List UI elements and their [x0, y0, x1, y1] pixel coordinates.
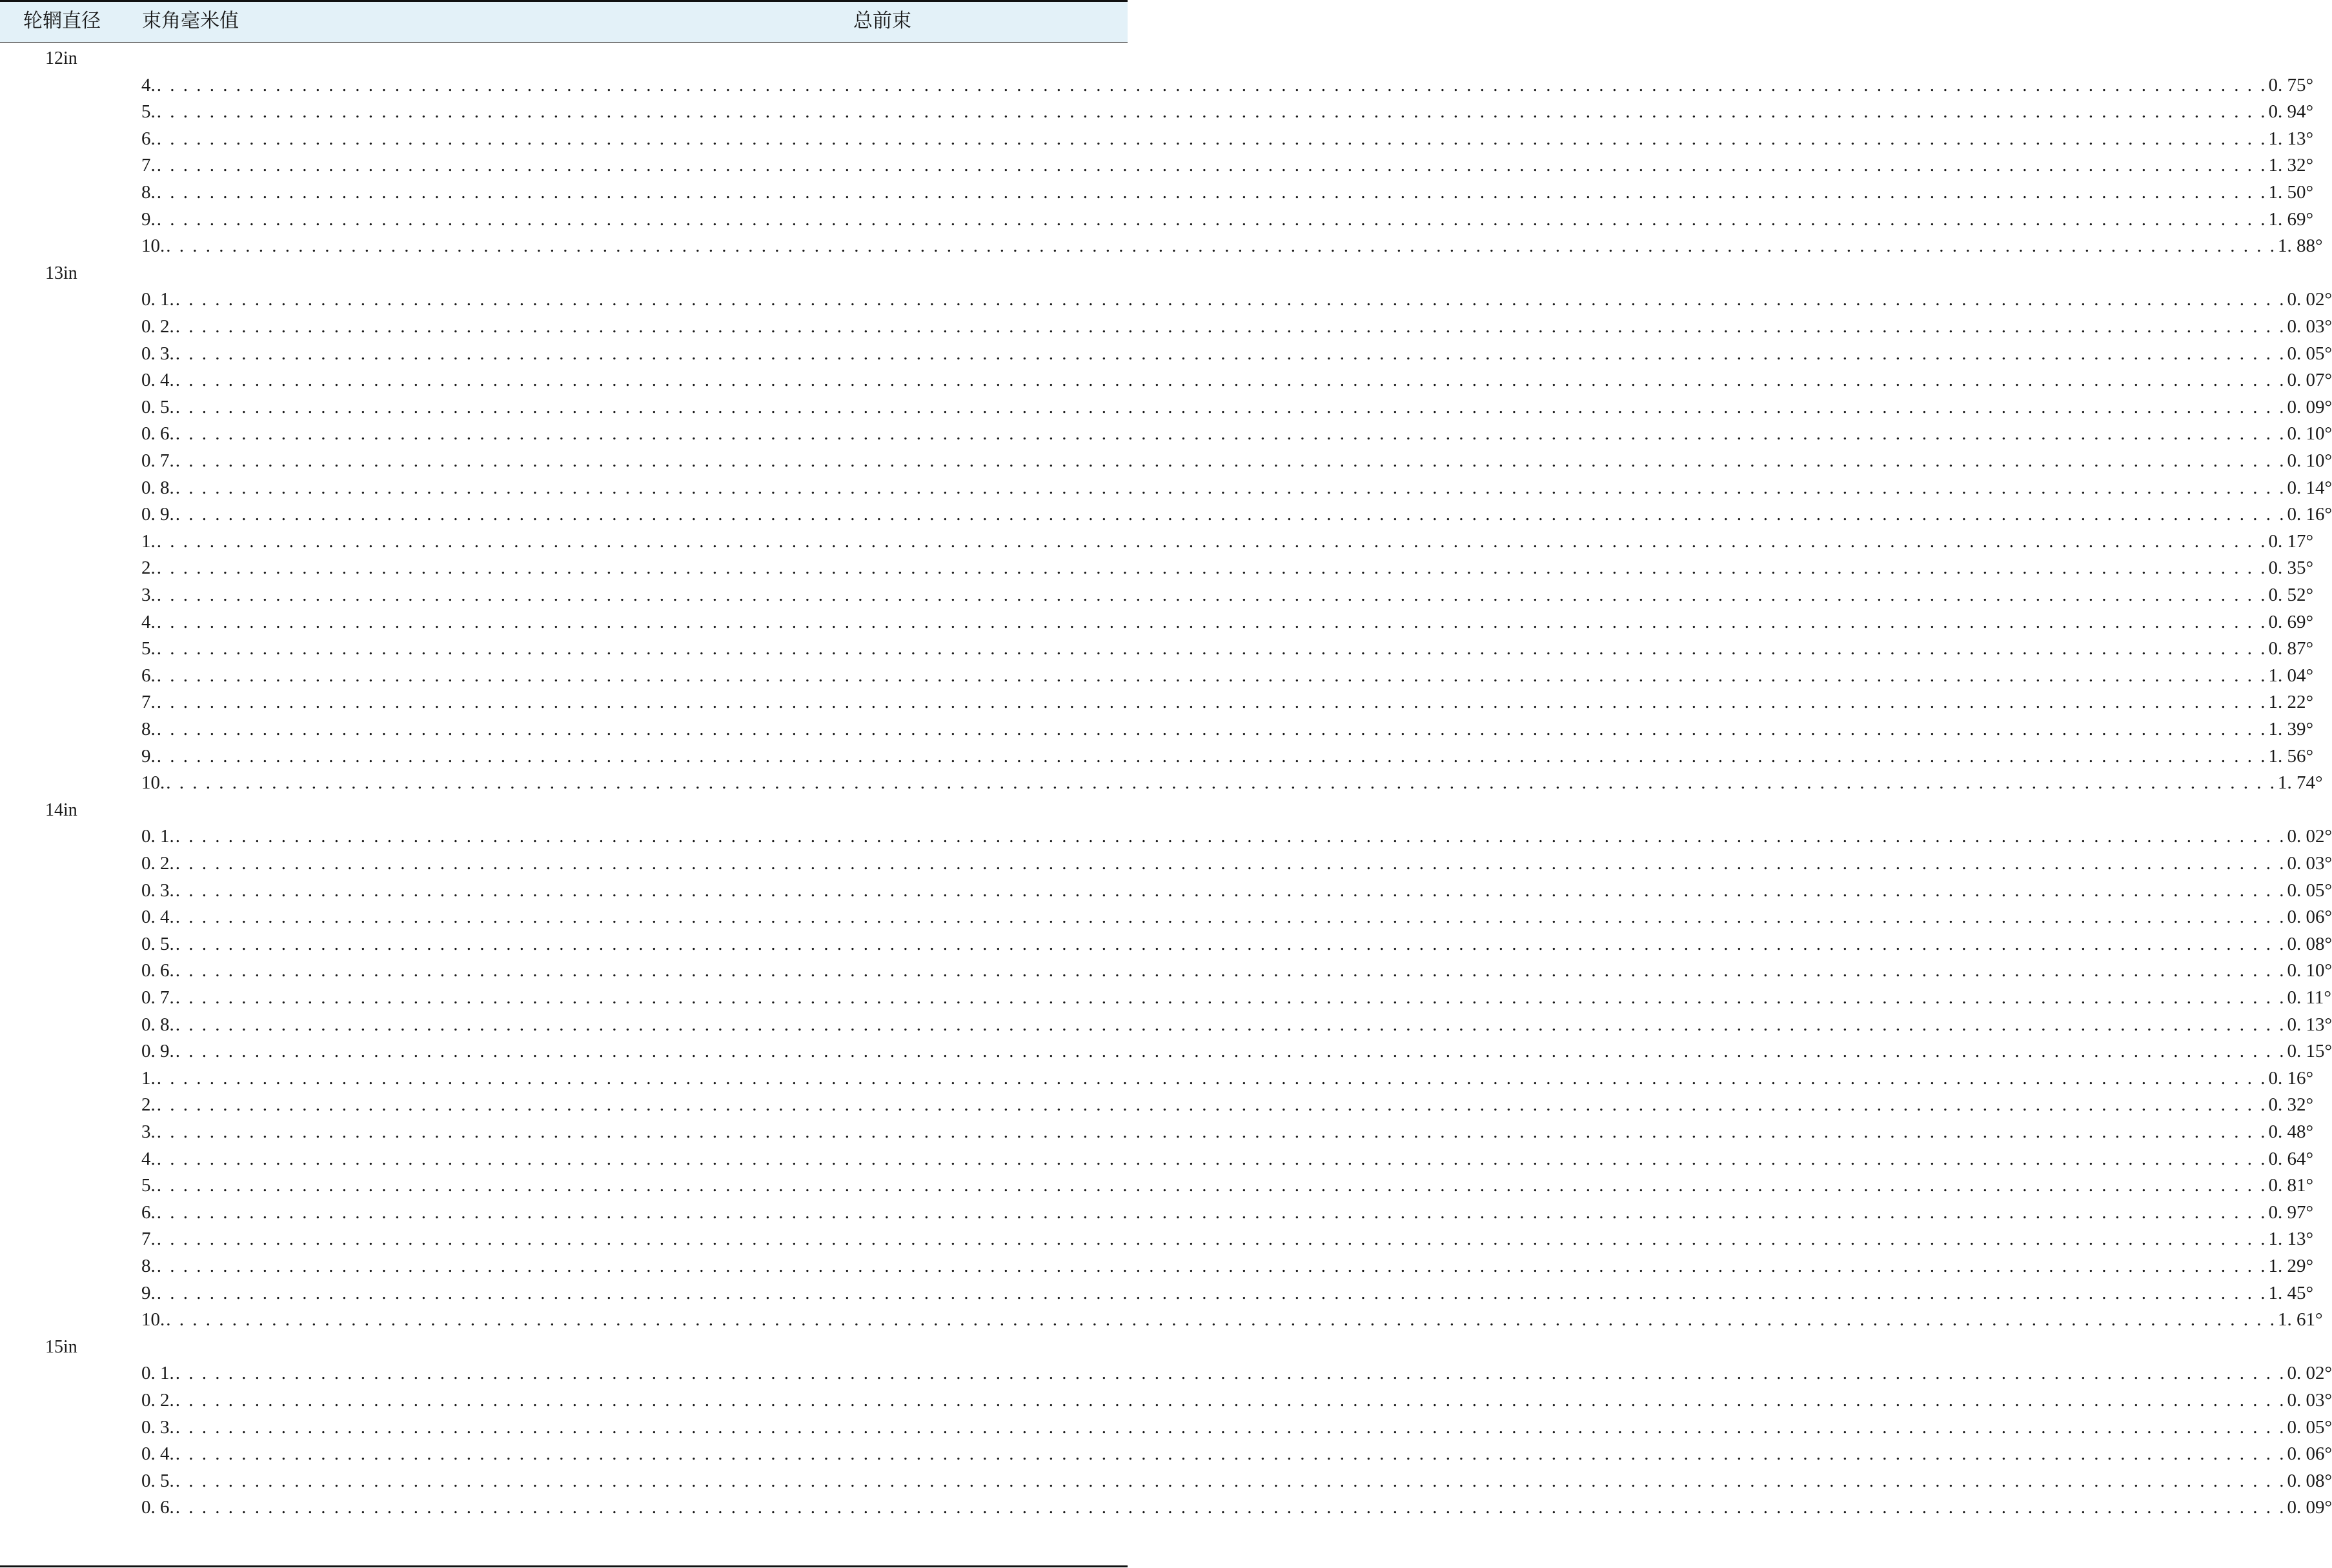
- dot-leader: . . . . . . . . . . . . . . . . . . . . . . . . . . . . . . . . . . . . . . . . . . . . . . . . . . . . . . . . . . . . . . . . . . . . . . . . . . . . . . . . . . . . . . . . . . . . . . . . . . . . . . . . . . . . . . . . . . . . . . . . . . . . . . . . . . . . . . . . . . . . . . . . . . . . . . . . . . . . . . . .: [156, 1175, 2267, 1196]
- toe-mm-value: 4.: [141, 1148, 156, 1169]
- total-toe-value: 1. 56°: [2268, 745, 2314, 767]
- total-toe-value: 0. 08°: [2287, 1470, 2332, 1491]
- dot-leader: . . . . . . . . . . . . . . . . . . . . . . . . . . . . . . . . . . . . . . . . . . . . . . . . . . . . . . . . . . . . . . . . . . . . . . . . . . . . . . . . . . . . . . . . . . . . . . . . . . . . . . . . . . . . . . . . . . . . . . . . . . . . . . . . . . . . . . . . . . . . . . . . . . . . . . . . . . . . . . . .: [175, 289, 2286, 310]
- toe-mm-value: 1.: [141, 530, 156, 552]
- table-row: [141, 1387, 2332, 1414]
- dot-leader: . . . . . . . . . . . . . . . . . . . . . . . . . . . . . . . . . . . . . . . . . . . . . . . . . . . . . . . . . . . . . . . . . . . . . . . . . . . . . . . . . . . . . . . . . . . . . . . . . . . . . . . . . . . . . . . . . . . . . . . . . . . . . . . . . . . . . . . . . . . . . . . . . . . . . . . . . . . . . . . .: [175, 960, 2286, 981]
- total-toe-value: 1. 69°: [2268, 208, 2314, 230]
- header-rim-diameter: 轮辋直径: [23, 10, 101, 32]
- toe-mm-value: 0. 6.: [141, 960, 174, 981]
- toe-mm-value: 7.: [141, 1229, 156, 1250]
- dot-leader: . . . . . . . . . . . . . . . . . . . . . . . . . . . . . . . . . . . . . . . . . . . . . . . . . . . . . . . . . . . . . . . . . . . . . . . . . . . . . . . . . . . . . . . . . . . . . . . . . . . . . . . . . . . . . . . . . . . . . . . . . . . . . . . . . . . . . . . . . . . . . . . . . . . . . . . . . . . . . . . .: [156, 530, 2267, 552]
- toe-mm-value: 6.: [141, 1201, 156, 1223]
- dot-leader: . . . . . . . . . . . . . . . . . . . . . . . . . . . . . . . . . . . . . . . . . . . . . . . . . . . . . . . . . . . . . . . . . . . . . . . . . . . . . . . . . . . . . . . . . . . . . . . . . . . . . . . . . . . . . . . . . . . . . . . . . . . . . . . . . . . . . . . . . . . . . . . . . . . . . . . . . . . . . . . .: [156, 1201, 2267, 1223]
- table-row: [141, 152, 2314, 179]
- toe-mm-value: 9.: [141, 208, 156, 230]
- toe-mm-value: 10.: [141, 236, 165, 257]
- dot-leader: . . . . . . . . . . . . . . . . . . . . . . . . . . . . . . . . . . . . . . . . . . . . . . . . . . . . . . . . . . . . . . . . . . . . . . . . . . . . . . . . . . . . . . . . . . . . . . . . . . . . . . . . . . . . . . . . . . . . . . . . . . . . . . . . . . . . . . . . . . . . . . . . . . . . . . . . . . . . . . . .: [156, 665, 2267, 686]
- dot-leader: . . . . . . . . . . . . . . . . . . . . . . . . . . . . . . . . . . . . . . . . . . . . . . . . . . . . . . . . . . . . . . . . . . . . . . . . . . . . . . . . . . . . . . . . . . . . . . . . . . . . . . . . . . . . . . . . . . . . . . . . . . . . . . . . . . . . . . . . . . . . . . . . . . . . . . . . . . . . . . . .: [156, 585, 2267, 605]
- table-row: [141, 206, 2314, 234]
- table-row: [141, 99, 2314, 126]
- total-toe-value: 0. 07°: [2287, 370, 2332, 391]
- header-toe-mm: 束角毫米值: [142, 10, 239, 32]
- dot-leader: . . . . . . . . . . . . . . . . . . . . . . . . . . . . . . . . . . . . . . . . . . . . . . . . . . . . . . . . . . . . . . . . . . . . . . . . . . . . . . . . . . . . . . . . . . . . . . . . . . . . . . . . . . . . . . . . . . . . . . . . . . . . . . . . . . . . . . . . . . . . . . . . . . . . . . . . . . . . . . . .: [175, 1041, 2286, 1062]
- total-toe-value: 0. 11°: [2287, 987, 2332, 1008]
- table-row: [141, 743, 2314, 770]
- total-toe-value: 1. 13°: [2268, 1229, 2314, 1250]
- total-toe-value: 1. 45°: [2268, 1282, 2314, 1303]
- toe-mm-value: 0. 2.: [141, 1390, 174, 1411]
- total-toe-value: 1. 74°: [2278, 772, 2323, 794]
- toe-mm-value: 4.: [141, 74, 156, 95]
- toe-mm-value: 3.: [141, 1121, 156, 1142]
- total-toe-value: 1. 61°: [2278, 1309, 2323, 1331]
- total-toe-value: 0. 02°: [2287, 289, 2332, 310]
- toe-mm-value: 10.: [141, 772, 165, 794]
- toe-mm-value: 7.: [141, 155, 156, 176]
- table-row: [141, 475, 2332, 502]
- total-toe-value: 1. 13°: [2268, 128, 2314, 149]
- dot-leader: . . . . . . . . . . . . . . . . . . . . . . . . . . . . . . . . . . . . . . . . . . . . . . . . . . . . . . . . . . . . . . . . . . . . . . . . . . . . . . . . . . . . . . . . . . . . . . . . . . . . . . . . . . . . . . . . . . . . . . . . . . . . . . . . . . . . . . . . . . . . . . . . . . . . . . . . . . . . . . . .: [175, 933, 2286, 954]
- table-row: [141, 1414, 2332, 1442]
- toe-mm-value: 0. 5.: [141, 933, 174, 954]
- toe-mm-value: 2.: [141, 558, 156, 579]
- total-toe-value: 0. 87°: [2268, 638, 2314, 659]
- toe-mm-value: 0. 1.: [141, 826, 174, 847]
- table-row: [141, 636, 2314, 663]
- toe-mm-value: 8.: [141, 182, 156, 203]
- table-row: [141, 1280, 2314, 1307]
- toe-mm-value: 0. 4.: [141, 1443, 174, 1465]
- dot-leader: . . . . . . . . . . . . . . . . . . . . . . . . . . . . . . . . . . . . . . . . . . . . . . . . . . . . . . . . . . . . . . . . . . . . . . . . . . . . . . . . . . . . . . . . . . . . . . . . . . . . . . . . . . . . . . . . . . . . . . . . . . . . . . . . . . . . . . . . . . . . . . . . . . . . . . . . . . . . . . . .: [175, 1497, 2286, 1518]
- dot-leader: . . . . . . . . . . . . . . . . . . . . . . . . . . . . . . . . . . . . . . . . . . . . . . . . . . . . . . . . . . . . . . . . . . . . . . . . . . . . . . . . . . . . . . . . . . . . . . . . . . . . . . . . . . . . . . . . . . . . . . . . . . . . . . . . . . . . . . . . . . . . . . . . . . . . . . . . . . . . . . . .: [175, 1416, 2286, 1438]
- total-toe-value: 0. 64°: [2268, 1148, 2314, 1169]
- toe-mm-value: 10.: [141, 1309, 165, 1331]
- total-toe-value: 0. 10°: [2287, 450, 2332, 471]
- total-toe-value: 0. 16°: [2268, 1067, 2314, 1089]
- dot-leader: . . . . . . . . . . . . . . . . . . . . . . . . . . . . . . . . . . . . . . . . . . . . . . . . . . . . . . . . . . . . . . . . . . . . . . . . . . . . . . . . . . . . . . . . . . . . . . . . . . . . . . . . . . . . . . . . . . . . . . . . . . . . . . . . . . . . . . . . . . . . . . . . . . . . . . . . . . . . . . . .: [156, 638, 2267, 659]
- total-toe-value: 0. 05°: [2287, 343, 2332, 364]
- total-toe-value: 0. 06°: [2287, 1443, 2332, 1465]
- dot-leader: . . . . . . . . . . . . . . . . . . . . . . . . . . . . . . . . . . . . . . . . . . . . . . . . . . . . . . . . . . . . . . . . . . . . . . . . . . . . . . . . . . . . . . . . . . . . . . . . . . . . . . . . . . . . . . . . . . . . . . . . . . . . . . . . . . . . . . . . . . . . . . . . . . . . . . . . . . . . . . . .: [156, 558, 2267, 579]
- dot-leader: . . . . . . . . . . . . . . . . . . . . . . . . . . . . . . . . . . . . . . . . . . . . . . . . . . . . . . . . . . . . . . . . . . . . . . . . . . . . . . . . . . . . . . . . . . . . . . . . . . . . . . . . . . . . . . . . . . . . . . . . . . . . . . . . . . . . . . . . . . . . . . . . . . . . . . . . . . . . . . . .: [175, 1363, 2286, 1384]
- total-toe-value: 0. 14°: [2287, 477, 2332, 498]
- table-row: [141, 233, 2323, 260]
- total-toe-value: 0. 03°: [2287, 853, 2332, 874]
- toe-mm-value: 8.: [141, 1256, 156, 1276]
- dot-leader: . . . . . . . . . . . . . . . . . . . . . . . . . . . . . . . . . . . . . . . . . . . . . . . . . . . . . . . . . . . . . . . . . . . . . . . . . . . . . . . . . . . . . . . . . . . . . . . . . . . . . . . . . . . . . . . . . . . . . . . . . . . . . . . . . . . . . . . . . . . . . . . . . . . . . . . . . . . . . . . .: [156, 1094, 2267, 1116]
- toe-mm-value: 0. 2.: [141, 853, 174, 874]
- toe-mm-value: 0. 7.: [141, 450, 174, 471]
- total-toe-value: 0. 16°: [2287, 504, 2332, 525]
- total-toe-value: 1. 39°: [2268, 719, 2314, 739]
- table-row: [141, 528, 2314, 556]
- total-toe-value: 1. 32°: [2268, 155, 2314, 176]
- table-row: [141, 904, 2332, 931]
- table-row: [141, 555, 2314, 582]
- table-row: [141, 985, 2332, 1012]
- table-row: [141, 958, 2332, 985]
- total-toe-value: 0. 05°: [2287, 1416, 2332, 1438]
- dot-leader: . . . . . . . . . . . . . . . . . . . . . . . . . . . . . . . . . . . . . . . . . . . . . . . . . . . . . . . . . . . . . . . . . . . . . . . . . . . . . . . . . . . . . . . . . . . . . . . . . . . . . . . . . . . . . . . . . . . . . . . . . . . . . . . . . . . . . . . . . . . . . . . . . . . . . . . . . . . . . . . .: [175, 343, 2286, 364]
- table-row: [141, 286, 2332, 314]
- table-row: [141, 1226, 2314, 1253]
- toe-mm-value: 0. 8.: [141, 477, 174, 498]
- dot-leader: . . . . . . . . . . . . . . . . . . . . . . . . . . . . . . . . . . . . . . . . . . . . . . . . . . . . . . . . . . . . . . . . . . . . . . . . . . . . . . . . . . . . . . . . . . . . . . . . . . . . . . . . . . . . . . . . . . . . . . . . . . . . . . . . . . . . . . . . . . . . . . . . . . . . . . . . . . . . . . . .: [156, 101, 2267, 123]
- total-toe-value: 0. 09°: [2287, 396, 2332, 417]
- table-row: [141, 1119, 2314, 1146]
- dot-leader: . . . . . . . . . . . . . . . . . . . . . . . . . . . . . . . . . . . . . . . . . . . . . . . . . . . . . . . . . . . . . . . . . . . . . . . . . . . . . . . . . . . . . . . . . . . . . . . . . . . . . . . . . . . . . . . . . . . . . . . . . . . . . . . . . . . . . . . . . . . . . . . . . . . . . . . . . . . . . . . .: [156, 1256, 2267, 1276]
- table-row: [141, 1065, 2314, 1092]
- bottom-rule: [0, 1565, 1128, 1567]
- total-toe-value: 0. 13°: [2287, 1014, 2332, 1035]
- toe-mm-value: 7.: [141, 692, 156, 713]
- toe-mm-value: 6.: [141, 128, 156, 149]
- total-toe-value: 0. 94°: [2268, 101, 2314, 123]
- toe-mm-value: 9.: [141, 745, 156, 767]
- table-row: [141, 663, 2314, 690]
- table-row: [141, 179, 2314, 206]
- toe-mm-value: 0. 9.: [141, 504, 174, 525]
- rim-size-label: 15in: [45, 1336, 77, 1357]
- total-toe-value: 0. 48°: [2268, 1121, 2314, 1142]
- toe-mm-value: 0. 7.: [141, 987, 174, 1008]
- total-toe-value: 0. 15°: [2287, 1041, 2332, 1062]
- dot-leader: . . . . . . . . . . . . . . . . . . . . . . . . . . . . . . . . . . . . . . . . . . . . . . . . . . . . . . . . . . . . . . . . . . . . . . . . . . . . . . . . . . . . . . . . . . . . . . . . . . . . . . . . . . . . . . . . . . . . . . . . . . . . . . . . . . . . . . . . . . . . . . . . . . . . . . . . . . . . . . . .: [175, 1470, 2286, 1491]
- total-toe-value: 0. 10°: [2287, 960, 2332, 981]
- table-row: [141, 72, 2314, 99]
- toe-mm-value: 0. 2.: [141, 316, 174, 337]
- dot-leader: . . . . . . . . . . . . . . . . . . . . . . . . . . . . . . . . . . . . . . . . . . . . . . . . . . . . . . . . . . . . . . . . . . . . . . . . . . . . . . . . . . . . . . . . . . . . . . . . . . . . . . . . . . . . . . . . . . . . . . . . . . . . . . . . . . . . . . . . . . . . . . . . . . . . . . . . . . . . . . . .: [175, 853, 2286, 874]
- table-row: [141, 501, 2332, 528]
- toe-mm-value: 9.: [141, 1282, 156, 1303]
- total-toe-value: 0. 52°: [2268, 585, 2314, 605]
- toe-mm-value: 0. 4.: [141, 907, 174, 928]
- dot-leader: . . . . . . . . . . . . . . . . . . . . . . . . . . . . . . . . . . . . . . . . . . . . . . . . . . . . . . . . . . . . . . . . . . . . . . . . . . . . . . . . . . . . . . . . . . . . . . . . . . . . . . . . . . . . . . . . . . . . . . . . . . . . . . . . . . . . . . . . . . . . . . . . . . . . . . . . . . . . . . . .: [156, 182, 2267, 203]
- toe-mm-value: 0. 1.: [141, 1363, 174, 1384]
- dot-leader: . . . . . . . . . . . . . . . . . . . . . . . . . . . . . . . . . . . . . . . . . . . . . . . . . . . . . . . . . . . . . . . . . . . . . . . . . . . . . . . . . . . . . . . . . . . . . . . . . . . . . . . . . . . . . . . . . . . . . . . . . . . . . . . . . . . . . . . . . . . . . . . . . . . . . . . . . . . . . . . .: [175, 1390, 2286, 1411]
- toe-mm-value: 5.: [141, 638, 156, 659]
- dot-leader: . . . . . . . . . . . . . . . . . . . . . . . . . . . . . . . . . . . . . . . . . . . . . . . . . . . . . . . . . . . . . . . . . . . . . . . . . . . . . . . . . . . . . . . . . . . . . . . . . . . . . . . . . . . . . . . . . . . . . . . . . . . . . . . . . . . . . . . . . . . . . . . . . . . . . . . . . . . . . . . .: [175, 907, 2286, 928]
- table-row: [141, 367, 2332, 394]
- rim-size-label: 14in: [45, 799, 77, 820]
- toe-mm-value: 8.: [141, 719, 156, 739]
- table-row: [141, 716, 2314, 743]
- dot-leader: . . . . . . . . . . . . . . . . . . . . . . . . . . . . . . . . . . . . . . . . . . . . . . . . . . . . . . . . . . . . . . . . . . . . . . . . . . . . . . . . . . . . . . . . . . . . . . . . . . . . . . . . . . . . . . . . . . . . . . . . . . . . . . . . . . . . . . . . . . . . . . . . . . . . . . . . . . . . . . . .: [156, 1148, 2267, 1169]
- header-total-toe: 总前束: [853, 10, 911, 32]
- dot-leader: . . . . . . . . . . . . . . . . . . . . . . . . . . . . . . . . . . . . . . . . . . . . . . . . . . . . . . . . . . . . . . . . . . . . . . . . . . . . . . . . . . . . . . . . . . . . . . . . . . . . . . . . . . . . . . . . . . . . . . . . . . . . . . . . . . . . . . . . . . . . . . . . . . . . . . . . . . . . . . . .: [175, 423, 2286, 445]
- table-row: [141, 878, 2332, 905]
- table-row: [141, 770, 2323, 797]
- dot-leader: . . . . . . . . . . . . . . . . . . . . . . . . . . . . . . . . . . . . . . . . . . . . . . . . . . . . . . . . . . . . . . . . . . . . . . . . . . . . . . . . . . . . . . . . . . . . . . . . . . . . . . . . . . . . . . . . . . . . . . . . . . . . . . . . . . . . . . . . . . . . . . . . . . . . . . . . . . . . . . . .: [175, 1443, 2286, 1465]
- dot-leader: . . . . . . . . . . . . . . . . . . . . . . . . . . . . . . . . . . . . . . . . . . . . . . . . . . . . . . . . . . . . . . . . . . . . . . . . . . . . . . . . . . . . . . . . . . . . . . . . . . . . . . . . . . . . . . . . . . . . . . . . . . . . . . . . . . . . . . . . . . . . . . . . . . . . . . . . . . . . . . . .: [156, 128, 2267, 149]
- total-toe-value: 0. 02°: [2287, 826, 2332, 847]
- table-row: [141, 341, 2332, 368]
- total-toe-value: 0. 75°: [2268, 74, 2314, 95]
- toe-mm-value: 0. 3.: [141, 343, 174, 364]
- dot-leader: . . . . . . . . . . . . . . . . . . . . . . . . . . . . . . . . . . . . . . . . . . . . . . . . . . . . . . . . . . . . . . . . . . . . . . . . . . . . . . . . . . . . . . . . . . . . . . . . . . . . . . . . . . . . . . . . . . . . . . . . . . . . . . . . . . . . . . . . . . . . . . . . . . . . . . . . . . . . . . . .: [175, 1014, 2286, 1035]
- toe-mm-value: 6.: [141, 665, 156, 686]
- table-row: [141, 1468, 2332, 1495]
- toe-mm-value: 2.: [141, 1094, 156, 1116]
- toe-mm-value: 0. 6.: [141, 1497, 174, 1518]
- total-toe-value: 0. 69°: [2268, 611, 2314, 632]
- table-row: [141, 314, 2332, 341]
- total-toe-value: 0. 09°: [2287, 1497, 2332, 1518]
- dot-leader: . . . . . . . . . . . . . . . . . . . . . . . . . . . . . . . . . . . . . . . . . . . . . . . . . . . . . . . . . . . . . . . . . . . . . . . . . . . . . . . . . . . . . . . . . . . . . . . . . . . . . . . . . . . . . . . . . . . . . . . . . . . . . . . . . . . . . . . . . . . . . . . . . . . . . . . . . . . . . . . .: [156, 745, 2267, 767]
- table-row: [141, 1038, 2332, 1065]
- toe-mm-value: 1.: [141, 1067, 156, 1089]
- toe-mm-value: 0. 5.: [141, 396, 174, 417]
- table-row: [141, 1253, 2314, 1280]
- dot-leader: . . . . . . . . . . . . . . . . . . . . . . . . . . . . . . . . . . . . . . . . . . . . . . . . . . . . . . . . . . . . . . . . . . . . . . . . . . . . . . . . . . . . . . . . . . . . . . . . . . . . . . . . . . . . . . . . . . . . . . . . . . . . . . . . . . . . . . . . . . . . . . . . . . . . . . . . . . . . . . . .: [175, 987, 2286, 1008]
- total-toe-value: 0. 02°: [2287, 1363, 2332, 1384]
- toe-mm-value: 5.: [141, 1175, 156, 1196]
- toe-mm-value: 0. 9.: [141, 1041, 174, 1062]
- table-row: [141, 421, 2332, 448]
- dot-leader: . . . . . . . . . . . . . . . . . . . . . . . . . . . . . . . . . . . . . . . . . . . . . . . . . . . . . . . . . . . . . . . . . . . . . . . . . . . . . . . . . . . . . . . . . . . . . . . . . . . . . . . . . . . . . . . . . . . . . . . . . . . . . . . . . . . . . . . . . . . . . . . . . . . . . . . . . . . . . . . .: [156, 692, 2267, 713]
- table-row: [141, 609, 2314, 636]
- dot-leader: . . . . . . . . . . . . . . . . . . . . . . . . . . . . . . . . . . . . . . . . . . . . . . . . . . . . . . . . . . . . . . . . . . . . . . . . . . . . . . . . . . . . . . . . . . . . . . . . . . . . . . . . . . . . . . . . . . . . . . . . . . . . . . . . . . . . . . . . . . . . . . . . . . . . . . . . . . . . . . . .: [156, 719, 2267, 739]
- table-row: [141, 1360, 2332, 1387]
- total-toe-value: 0. 10°: [2287, 423, 2332, 445]
- dot-leader: . . . . . . . . . . . . . . . . . . . . . . . . . . . . . . . . . . . . . . . . . . . . . . . . . . . . . . . . . . . . . . . . . . . . . . . . . . . . . . . . . . . . . . . . . . . . . . . . . . . . . . . . . . . . . . . . . . . . . . . . . . . . . . . . . . . . . . . . . . . . . . . . . . . . . . . . . . . . . . . .: [166, 1309, 2276, 1331]
- total-toe-value: 0. 03°: [2287, 1390, 2332, 1411]
- dot-leader: . . . . . . . . . . . . . . . . . . . . . . . . . . . . . . . . . . . . . . . . . . . . . . . . . . . . . . . . . . . . . . . . . . . . . . . . . . . . . . . . . . . . . . . . . . . . . . . . . . . . . . . . . . . . . . . . . . . . . . . . . . . . . . . . . . . . . . . . . . . . . . . . . . . . . . . . . . . . . . . .: [156, 74, 2267, 95]
- toe-mm-value: 0. 3.: [141, 1416, 174, 1438]
- table-row: [141, 823, 2332, 850]
- toe-mm-value: 5.: [141, 101, 156, 123]
- total-toe-value: 0. 17°: [2268, 530, 2314, 552]
- dot-leader: . . . . . . . . . . . . . . . . . . . . . . . . . . . . . . . . . . . . . . . . . . . . . . . . . . . . . . . . . . . . . . . . . . . . . . . . . . . . . . . . . . . . . . . . . . . . . . . . . . . . . . . . . . . . . . . . . . . . . . . . . . . . . . . . . . . . . . . . . . . . . . . . . . . . . . . . . . . . . . . .: [175, 504, 2286, 525]
- table-row: [141, 394, 2332, 421]
- table-row: [141, 850, 2332, 878]
- dot-leader: . . . . . . . . . . . . . . . . . . . . . . . . . . . . . . . . . . . . . . . . . . . . . . . . . . . . . . . . . . . . . . . . . . . . . . . . . . . . . . . . . . . . . . . . . . . . . . . . . . . . . . . . . . . . . . . . . . . . . . . . . . . . . . . . . . . . . . . . . . . . . . . . . . . . . . . . . . . . . . . .: [175, 450, 2286, 471]
- dot-leader: . . . . . . . . . . . . . . . . . . . . . . . . . . . . . . . . . . . . . . . . . . . . . . . . . . . . . . . . . . . . . . . . . . . . . . . . . . . . . . . . . . . . . . . . . . . . . . . . . . . . . . . . . . . . . . . . . . . . . . . . . . . . . . . . . . . . . . . . . . . . . . . . . . . . . . . . . . . . . . . .: [175, 316, 2286, 337]
- total-toe-value: 0. 32°: [2268, 1094, 2314, 1116]
- table-row: [141, 689, 2314, 716]
- table-row: [141, 1146, 2314, 1173]
- total-toe-value: 0. 35°: [2268, 558, 2314, 579]
- rim-size-label: 12in: [45, 48, 77, 68]
- dot-leader: . . . . . . . . . . . . . . . . . . . . . . . . . . . . . . . . . . . . . . . . . . . . . . . . . . . . . . . . . . . . . . . . . . . . . . . . . . . . . . . . . . . . . . . . . . . . . . . . . . . . . . . . . . . . . . . . . . . . . . . . . . . . . . . . . . . . . . . . . . . . . . . . . . . . . . . . . . . . . . . .: [175, 477, 2286, 498]
- total-toe-value: 1. 22°: [2268, 692, 2314, 713]
- table-row: [141, 582, 2314, 609]
- total-toe-value: 0. 05°: [2287, 879, 2332, 901]
- dot-leader: . . . . . . . . . . . . . . . . . . . . . . . . . . . . . . . . . . . . . . . . . . . . . . . . . . . . . . . . . . . . . . . . . . . . . . . . . . . . . . . . . . . . . . . . . . . . . . . . . . . . . . . . . . . . . . . . . . . . . . . . . . . . . . . . . . . . . . . . . . . . . . . . . . . . . . . . . . . . . . . .: [166, 236, 2276, 257]
- total-toe-value: 1. 29°: [2268, 1256, 2314, 1276]
- table-row: [141, 1307, 2323, 1334]
- table-header: [0, 0, 1128, 43]
- table-row: [141, 1012, 2332, 1039]
- toe-mm-value: 0. 8.: [141, 1014, 174, 1035]
- total-toe-value: 1. 88°: [2278, 236, 2323, 257]
- total-toe-value: 0. 08°: [2287, 933, 2332, 954]
- rim-size-label: 13in: [45, 263, 77, 283]
- total-toe-value: 0. 03°: [2287, 316, 2332, 337]
- dot-leader: . . . . . . . . . . . . . . . . . . . . . . . . . . . . . . . . . . . . . . . . . . . . . . . . . . . . . . . . . . . . . . . . . . . . . . . . . . . . . . . . . . . . . . . . . . . . . . . . . . . . . . . . . . . . . . . . . . . . . . . . . . . . . . . . . . . . . . . . . . . . . . . . . . . . . . . . . . . . . . . .: [175, 396, 2286, 417]
- toe-mm-value: 0. 3.: [141, 879, 174, 901]
- table-row: [141, 1494, 2332, 1522]
- dot-leader: . . . . . . . . . . . . . . . . . . . . . . . . . . . . . . . . . . . . . . . . . . . . . . . . . . . . . . . . . . . . . . . . . . . . . . . . . . . . . . . . . . . . . . . . . . . . . . . . . . . . . . . . . . . . . . . . . . . . . . . . . . . . . . . . . . . . . . . . . . . . . . . . . . . . . . . . . . . . . . . .: [156, 1067, 2267, 1089]
- total-toe-value: 0. 97°: [2268, 1201, 2314, 1223]
- dot-leader: . . . . . . . . . . . . . . . . . . . . . . . . . . . . . . . . . . . . . . . . . . . . . . . . . . . . . . . . . . . . . . . . . . . . . . . . . . . . . . . . . . . . . . . . . . . . . . . . . . . . . . . . . . . . . . . . . . . . . . . . . . . . . . . . . . . . . . . . . . . . . . . . . . . . . . . . . . . . . . . .: [156, 1121, 2267, 1142]
- toe-mm-value: 0. 6.: [141, 423, 174, 445]
- table-row: [141, 1200, 2314, 1227]
- table-row: [141, 1172, 2314, 1200]
- total-toe-value: 1. 04°: [2268, 665, 2314, 686]
- dot-leader: . . . . . . . . . . . . . . . . . . . . . . . . . . . . . . . . . . . . . . . . . . . . . . . . . . . . . . . . . . . . . . . . . . . . . . . . . . . . . . . . . . . . . . . . . . . . . . . . . . . . . . . . . . . . . . . . . . . . . . . . . . . . . . . . . . . . . . . . . . . . . . . . . . . . . . . . . . . . . . . .: [175, 370, 2286, 391]
- table-row: [141, 448, 2332, 475]
- dot-leader: . . . . . . . . . . . . . . . . . . . . . . . . . . . . . . . . . . . . . . . . . . . . . . . . . . . . . . . . . . . . . . . . . . . . . . . . . . . . . . . . . . . . . . . . . . . . . . . . . . . . . . . . . . . . . . . . . . . . . . . . . . . . . . . . . . . . . . . . . . . . . . . . . . . . . . . . . . . . . . . .: [156, 611, 2267, 632]
- table-row: [141, 126, 2314, 153]
- toe-mm-value: 0. 1.: [141, 289, 174, 310]
- table-row: [141, 931, 2332, 958]
- total-toe-value: 0. 81°: [2268, 1175, 2314, 1196]
- table-row: [141, 1092, 2314, 1119]
- toe-mm-value: 0. 5.: [141, 1470, 174, 1491]
- table-row: [141, 1441, 2332, 1468]
- dot-leader: . . . . . . . . . . . . . . . . . . . . . . . . . . . . . . . . . . . . . . . . . . . . . . . . . . . . . . . . . . . . . . . . . . . . . . . . . . . . . . . . . . . . . . . . . . . . . . . . . . . . . . . . . . . . . . . . . . . . . . . . . . . . . . . . . . . . . . . . . . . . . . . . . . . . . . . . . . . . . . . .: [156, 155, 2267, 176]
- dot-leader: . . . . . . . . . . . . . . . . . . . . . . . . . . . . . . . . . . . . . . . . . . . . . . . . . . . . . . . . . . . . . . . . . . . . . . . . . . . . . . . . . . . . . . . . . . . . . . . . . . . . . . . . . . . . . . . . . . . . . . . . . . . . . . . . . . . . . . . . . . . . . . . . . . . . . . . . . . . . . . . .: [156, 1229, 2267, 1250]
- dot-leader: . . . . . . . . . . . . . . . . . . . . . . . . . . . . . . . . . . . . . . . . . . . . . . . . . . . . . . . . . . . . . . . . . . . . . . . . . . . . . . . . . . . . . . . . . . . . . . . . . . . . . . . . . . . . . . . . . . . . . . . . . . . . . . . . . . . . . . . . . . . . . . . . . . . . . . . . . . . . . . . .: [175, 879, 2286, 901]
- toe-mm-value: 4.: [141, 611, 156, 632]
- toe-mm-value: 0. 4.: [141, 370, 174, 391]
- dot-leader: . . . . . . . . . . . . . . . . . . . . . . . . . . . . . . . . . . . . . . . . . . . . . . . . . . . . . . . . . . . . . . . . . . . . . . . . . . . . . . . . . . . . . . . . . . . . . . . . . . . . . . . . . . . . . . . . . . . . . . . . . . . . . . . . . . . . . . . . . . . . . . . . . . . . . . . . . . . . . . . .: [156, 208, 2267, 230]
- total-toe-value: 1. 50°: [2268, 182, 2314, 203]
- dot-leader: . . . . . . . . . . . . . . . . . . . . . . . . . . . . . . . . . . . . . . . . . . . . . . . . . . . . . . . . . . . . . . . . . . . . . . . . . . . . . . . . . . . . . . . . . . . . . . . . . . . . . . . . . . . . . . . . . . . . . . . . . . . . . . . . . . . . . . . . . . . . . . . . . . . . . . . . . . . . . . . .: [166, 772, 2276, 794]
- dot-leader: . . . . . . . . . . . . . . . . . . . . . . . . . . . . . . . . . . . . . . . . . . . . . . . . . . . . . . . . . . . . . . . . . . . . . . . . . . . . . . . . . . . . . . . . . . . . . . . . . . . . . . . . . . . . . . . . . . . . . . . . . . . . . . . . . . . . . . . . . . . . . . . . . . . . . . . . . . . . . . . .: [175, 826, 2286, 847]
- dot-leader: . . . . . . . . . . . . . . . . . . . . . . . . . . . . . . . . . . . . . . . . . . . . . . . . . . . . . . . . . . . . . . . . . . . . . . . . . . . . . . . . . . . . . . . . . . . . . . . . . . . . . . . . . . . . . . . . . . . . . . . . . . . . . . . . . . . . . . . . . . . . . . . . . . . . . . . . . . . . . . . .: [156, 1282, 2267, 1303]
- total-toe-value: 0. 06°: [2287, 907, 2332, 928]
- toe-mm-value: 3.: [141, 585, 156, 605]
